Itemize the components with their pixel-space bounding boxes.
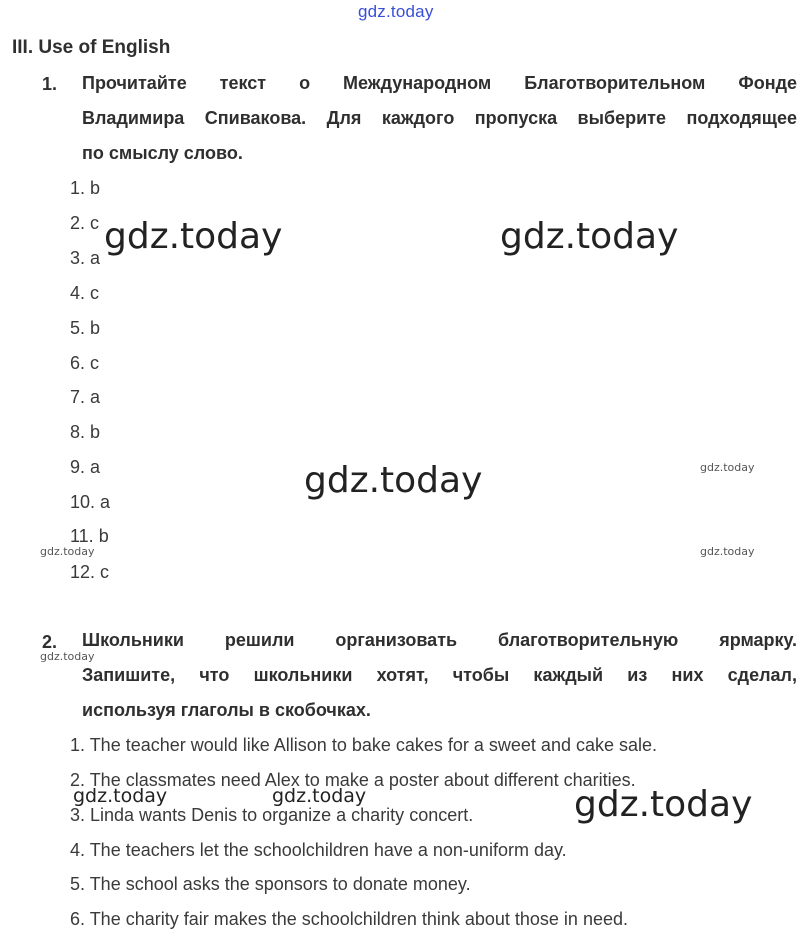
section-title: III. Use of English — [12, 37, 171, 58]
sentence-item: 6. The charity fair makes the schoolchildren think about those in need. — [70, 909, 628, 929]
answer-item: 3. a — [70, 248, 101, 268]
answer-item: 5. b — [70, 318, 101, 338]
sentence-item: 3. Linda wants Denis to organize a charity concert. — [70, 805, 474, 825]
watermark-medium: gdz.today — [272, 785, 367, 807]
sentence-item: 5. The school asks the sponsors to donate money. — [70, 874, 471, 894]
watermark-small: gdz.today — [700, 545, 755, 558]
answer-item: 6. c — [70, 353, 100, 373]
task1-instruction — [82, 66, 797, 171]
answer-item: 10. a — [70, 492, 111, 512]
task2-number: 2. — [42, 632, 58, 652]
sentence-item: 1. The teacher would like Allison to bake cakes for a sweet and cake sale. — [70, 735, 658, 755]
task2-line: Запишите, что школьники хотят, чтобы каждый из них сделал, — [82, 665, 797, 685]
answer-item: 9. a — [70, 457, 101, 477]
watermark-big: gdz.today — [574, 784, 753, 825]
watermark-small: gdz.today — [700, 461, 755, 474]
watermark-big: gdz.today — [304, 460, 483, 501]
answer-item: 4. c — [70, 283, 100, 303]
answer-item: 2. c — [70, 213, 100, 233]
task1-number: 1. — [42, 74, 58, 94]
task1-line: Прочитайте текст о Международном Благотворительном Фонде — [82, 73, 797, 93]
watermark-small: gdz.today — [40, 650, 95, 663]
task2-instruction — [82, 623, 797, 728]
answer-item: 11. b — [70, 526, 109, 546]
sentence-item: 4. The teachers let the schoolchildren have a non-uniform day. — [70, 840, 567, 860]
task1-line: Владимира Спивакова. Для каждого пропуска выберите подходящее — [82, 108, 797, 128]
task1-line: по смыслу слово. — [82, 143, 243, 163]
answer-item: 8. b — [70, 422, 101, 442]
watermark-small: gdz.today — [40, 545, 95, 558]
answer-item: 7. a — [70, 387, 101, 407]
answer-item: 12. c — [70, 562, 110, 582]
watermark-big: gdz.today — [104, 216, 283, 257]
task2-line: Школьники решили организовать благотворительную ярмарку. — [82, 630, 797, 650]
watermark-medium: gdz.today — [73, 785, 168, 807]
watermark-top: gdz.today — [358, 2, 434, 21]
watermark-big: gdz.today — [500, 216, 679, 257]
answer-item: 1. b — [70, 178, 101, 198]
task2-line: используя глаголы в скобочках. — [82, 700, 371, 720]
sentence-item: 2. The classmates need Alex to make a poster about different charities. — [70, 770, 636, 790]
